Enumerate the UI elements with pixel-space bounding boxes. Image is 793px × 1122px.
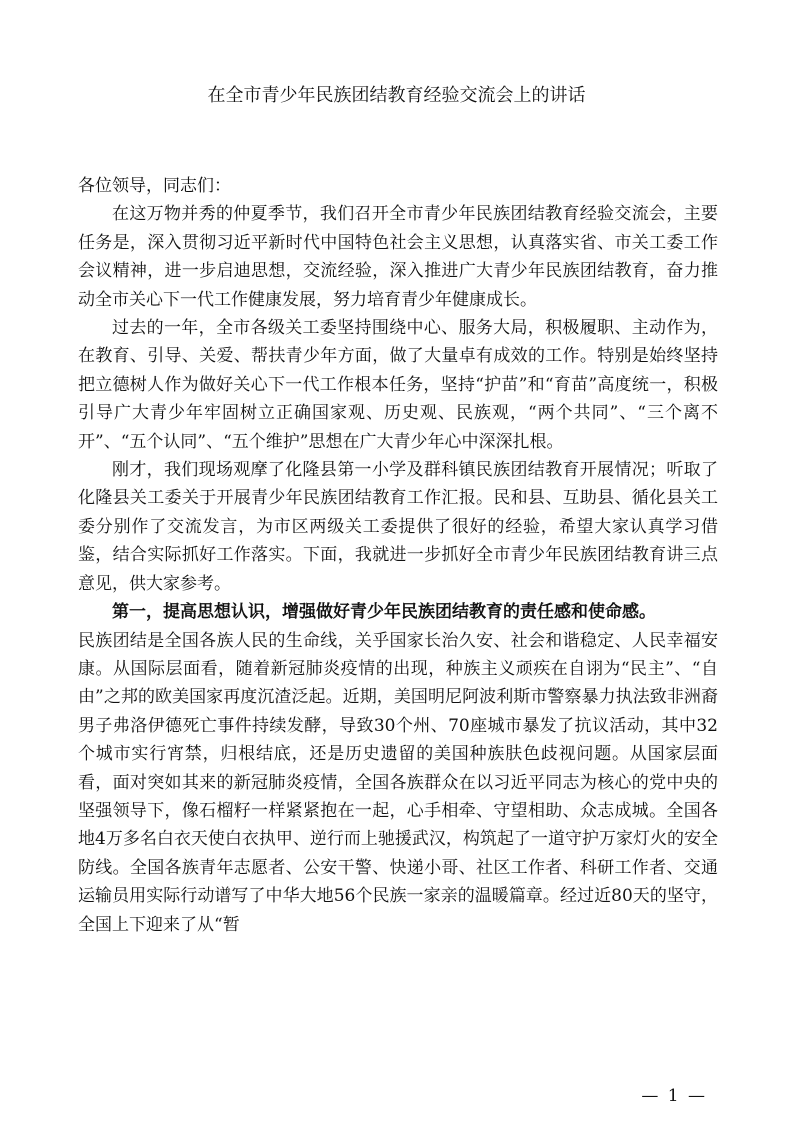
salutation: 各位领导，同志们： bbox=[78, 176, 231, 196]
paragraph-opening: 在这万物并秀的仲夏季节，我们召开全市青少年民族团结教育经验交流会，主要任务是，深入贯彻习近平新时代中国特色社会主义思想，认真落实省、市关工委工作会议精神，进一步启迪思想，交流经验，深入推进广大青少年民族团结教育，奋力推动全市关心下一代工作健康发展，努力培育青少年健康成长。 bbox=[78, 204, 718, 310]
document-title: 在全市青少年民族团结教育经验交流会上的讲话 bbox=[207, 85, 586, 106]
section-one-text: 民族团结是全国各族人民的生命线，关乎国家长治久安、社会和谐稳定、人民幸福安康。从国际层面看，随着新冠肺炎疫情的出现，种族主义顽疾在自诩为“民主”、“自由”之邦的欧美国家再度沉渣泛起。近期，美国明尼阿波利斯市警察暴力执法致非洲裔男子弗洛伊德死亡事件持续发酵，导致30个州、70座城市暴发了抗议活动，其中32个城市实行宵禁，归根结底，还是历史遗留的美国种族肤色歧视问题。从国家层面看，面对突如其来的新冠肺炎疫情，全国各族群众在以习近平同志为核心的党中央的坚强领导下，像石榴籽一样紧紧抱在一起，心手相牵、守望相助、众志成城。全国各地4万多名白衣天使白衣执甲、逆行而上驰援武汉，构筑起了一道守护万家灯火的安全防线。全国各族青年志愿者、公安干警、快递小哥、社区工作者、科研工作者、交通运输员用实际行动谱写了中华大地56个民族一家亲的温暖篇章。经过近80天的坚守，全国上下迎来了从“暂 bbox=[78, 630, 718, 935]
section-one-heading: 第一，提高思想认识，增强做好青少年民族团结教育的责任感和使命感。 bbox=[112, 602, 656, 623]
document-body bbox=[78, 172, 718, 939]
paragraph-past-year: 过去的一年，全市各级关工委坚持围绕中心、服务大局，积极履职、主动作为，在教育、引导、关爱、帮扶青少年方面，做了大量卓有成效的工作。特别是始终坚持把立德树人作为做好关心下一代工作根本任务，坚持“护苗”和“育苗”高度统一，积极引导广大青少年牢固树立正确国家观、历史观、民族观，“两个共同”、“三个离不开”、“五个认同”、“五个维护”思想在广大青少年心中深深扎根。 bbox=[78, 318, 718, 452]
page-number: — 1 — bbox=[641, 1086, 707, 1106]
paragraph-site-visit: 刚才，我们现场观摩了化隆县第一小学及群科镇民族团结教育开展情况；听取了化隆县关工委关于开展青少年民族团结教育工作汇报。民和县、互助县、循化县关工委分别作了交流发言，为市区两级关工委提供了很好的经验，希望大家认真学习借鉴，结合实际抓好工作落实。下面，我就进一步抓好全市青少年民族团结教育讲三点意见，供大家参考。 bbox=[78, 460, 718, 594]
